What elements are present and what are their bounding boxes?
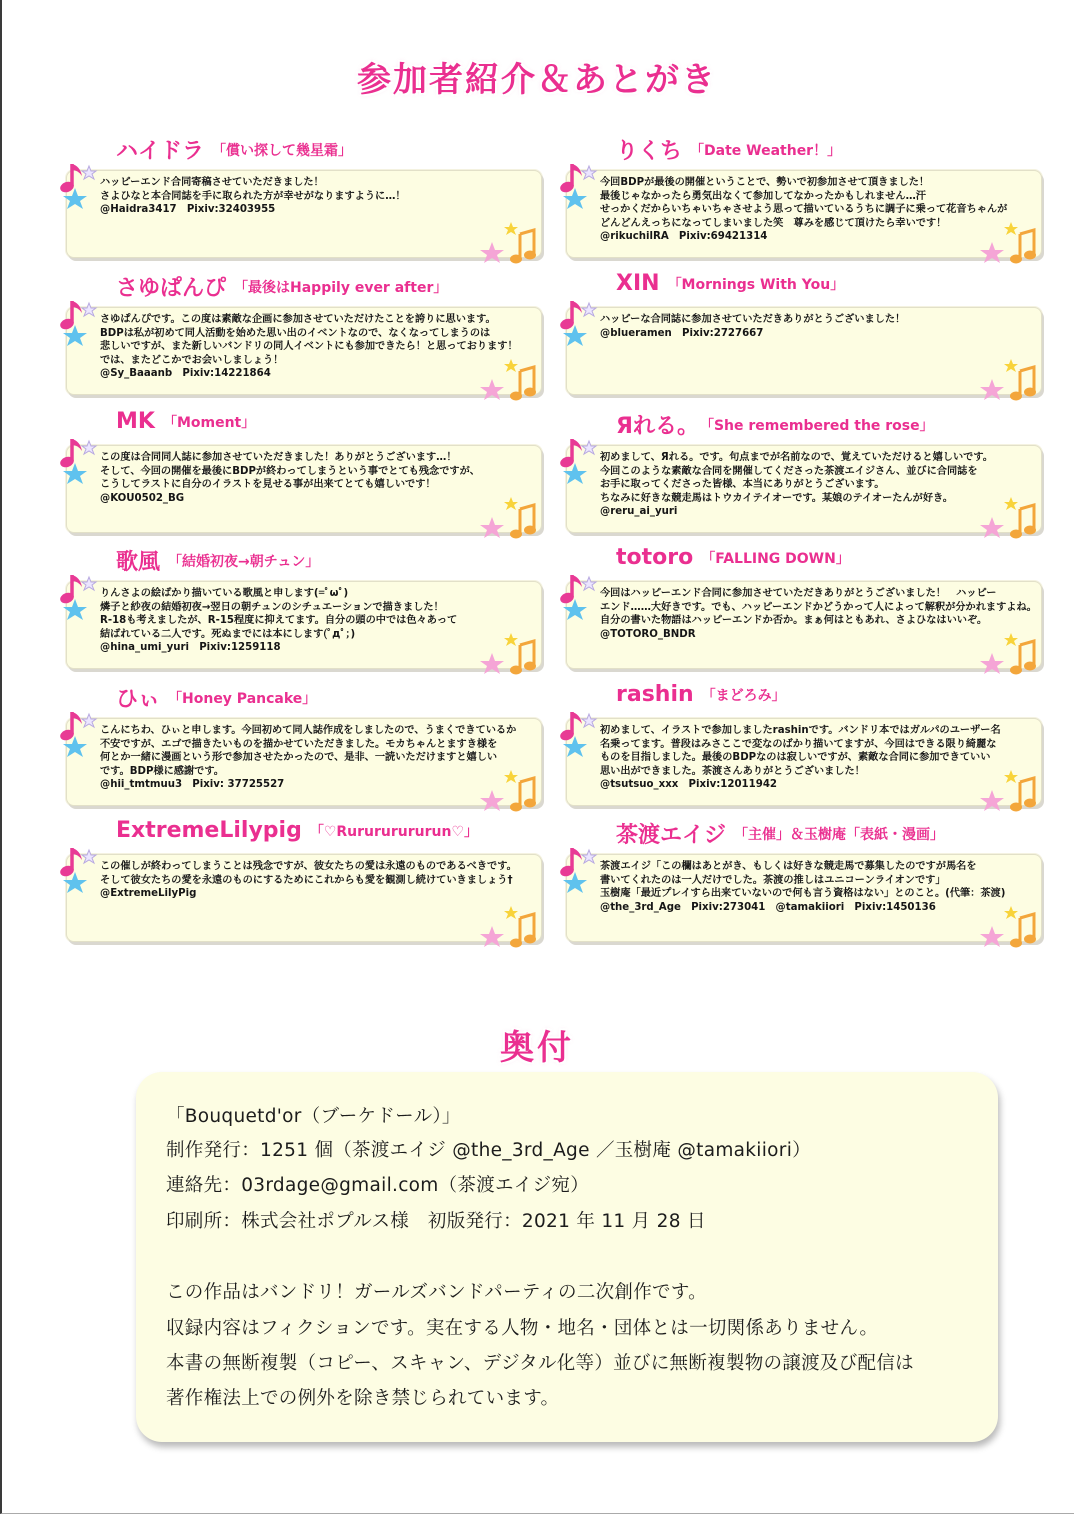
- colophon-line: 「Bouquetd'or（ブーケドール）」: [166, 1106, 461, 1127]
- participant-name: 茶渡エイジ 「主催」＆玉樹庵「表紙・漫画」: [616, 823, 945, 848]
- colophon-title: 奥付: [500, 1028, 574, 1068]
- page-title: 参加者紹介＆あとがき: [357, 60, 717, 100]
- participant-entry: [66, 545, 544, 675]
- participant-name: MK 「Moment」: [116, 409, 256, 434]
- participant-name: rashin 「まどろみ」: [616, 682, 786, 707]
- colophon-line: 収録内容はフィクションです。実在する人物・地名・団体とは一切関係ありません。: [166, 1318, 879, 1339]
- participant-message: この催しが終わってしまうことは残念ですが、彼女たちの愛は永遠のものであるべきです。 そして彼女たちの愛を永遠のものにするためにこれからも愛を観測し続けていきましょう† @ExtremeLilyPig: [100, 861, 517, 900]
- participant-entry: [66, 271, 544, 401]
- participant-entry: [66, 134, 544, 264]
- participant-entry: [566, 818, 1044, 948]
- participant-message: 初めまして、Яれる。です。句点までが名前なので、覚えていただけると嬉しいです。 今回このような素敵な合同を開催してくださった茶渡エイジさん、並びに合同誌を お手に取ってくださった皆様、本当にありがとうございます。 ちなみに好きな競走馬はトウカイテイオーです。某娘のテイオーたんが好き。 @reru_ai_yuri: [600, 452, 993, 518]
- colophon-line: 本書の無断複製（コピー、スキャン、デジタル化等）並びに無断複製物の譲渡及び配信は: [166, 1353, 914, 1374]
- colophon-line: 著作権法上での例外を除き禁じられています。: [166, 1388, 560, 1409]
- participant-message: 今回BDPが最後の開催ということで、勢いで初参加させて頂きました！ 最後じゃなかったら勇気出なくて参加してなかったかもしれません…汗 せっかくだからいちゃいちゃさせよう思って描いているうちに調子に乗って花音ちゃんが どんどんえっちになってしまいました笑 尊みを感じて頂けたら幸いです！ @rikuchilRA Pixiv:69421314: [600, 177, 1008, 243]
- participant-name: Яれる。 「She remembered the rose」: [616, 414, 934, 439]
- participant-message: この度は合同同人誌に参加させていただきました！ありがとうございます…！ そして、今回の開催を最後にBDPが終わってしまうという事でとても残念ですが、 こうしてラストに自分のイラストを見せる事が出来てとても嬉しいです！ @KOU0502_BG: [100, 452, 480, 504]
- participant-entry: [66, 409, 544, 539]
- colophon-line: 制作発行：1251 個（茶渡エイジ @the_3rd_Age ／玉樹庵 @tamakiiori）: [166, 1140, 811, 1161]
- participant-name: ハイドラ 「償い探して幾星霜」: [116, 139, 353, 164]
- participant-entry: [66, 682, 544, 812]
- participant-message: ハッピーエンド合同寄稿させていただきました！ さよひなと本合同誌を手に取られた方が幸せがなりますように…！ @Haidra3417 Pixiv:32403955: [100, 177, 406, 216]
- participant-message: 茶渡エイジ「この欄はあとがき、もしくは好きな競走馬で募集したのですが馬名を 書いてくれたのは一人だけでした。茶渡の推しはユニコーンライオンです」 玉樹庵「最近プレイすら出来ていないので何も言う資格はない」とのこと。(代筆：茶渡) @the_3rd_Age Pixiv:273041 @tamakiiori Pixiv:1450136: [600, 861, 1006, 913]
- participant-name: りくち 「Date Weather！」: [616, 139, 842, 164]
- participant-message: さゆぱんぴです。この度は素敵な企画に参加させていただけたことを誇りに思います。 BDPは私が初めて同人活動を始めた思い出のイベントなので、なくなってしまうのは 悲しいですが、また新しいバンドリの同人イベントにも参加できたら！と思っております！ では、またどこかでお会いしましょう！ @Sy_Baaanb Pixiv:14221864: [100, 314, 518, 380]
- participant-message: りんさよの絵ばかり描いている歌風と申します(=ﾟωﾟ) 燐子と紗夜の結婚初夜→翌日の朝チュンのシチュエーションで描きました！ R-18も考えましたが、R-15程度に抑えてます。自分の頭の中では色々あって 結ばれている二人です。死ぬまでには本にします(ﾟдﾟ；) @hina_umi_yuri Pixiv:1259118: [100, 588, 458, 654]
- participant-name: さゆぱんぴ 「最後はHappily ever after」: [116, 276, 448, 301]
- participant-name: ひぃ 「Honey Pancake」: [116, 687, 317, 712]
- participant-entry: [66, 818, 544, 948]
- participant-message: 今回はハッピーエンド合同に参加させていただきありがとうございました！ ハッピー エンド……大好きです。でも、ハッピーエンドかどうかって人によって解釈が分かれますよね。 自分の書いた物語はハッピーエンドか否か。まぁ何はともあれ、さよひなはいいぞ。 @TOTORO_BNDR: [600, 588, 1037, 640]
- colophon-line: 印刷所：株式会社ポプルス様 初版発行：2021 年 11 月 28 日: [166, 1211, 706, 1232]
- colophon-line: 連絡先：03rdage@gmail.com（茶渡エイジ宛）: [166, 1175, 589, 1196]
- participant-entry: [566, 682, 1044, 812]
- participant-message: ハッピーな合同誌に参加させていただきありがとうございました！ @blueramen Pixiv:2727667: [600, 314, 906, 339]
- colophon-box: [136, 1072, 998, 1442]
- participant-name: 歌風 「結婚初夜→朝チュン」: [116, 550, 320, 575]
- participant-name: XIN 「Mornings With You」: [616, 271, 845, 296]
- participant-entry: [566, 545, 1044, 675]
- participant-entry: [566, 134, 1044, 264]
- participant-entry: [566, 409, 1044, 539]
- participant-entry: [566, 271, 1044, 401]
- participant-name: ExtremeLilypig 「♡Rurururururun♡」: [116, 818, 479, 843]
- participant-message: 初めまして、イラストで参加しましたrashinです。バンドリ本ではガルパのユーザー名 名乗ってます。普段はみさここで変なのばかり描いてますが、今回はできる限り綺麗な ものを目指しました。最後のBDPなのは寂しいですが、素敵な合同に参加できていい 思い出ができました。茶渡さんありがとうございました！ @tsutsuo_xxx Pixiv:12011942: [600, 725, 1001, 791]
- participant-name: totoro 「FALLING DOWN」: [616, 545, 850, 570]
- participant-message: こんにちわ、ひぃと申します。今回初めて同人誌作成をしましたので、うまくできているか 不安ですが、エゴで描きたいものを描かせていただきました。モカちゃんとますき様を 何とか一緒に漫画という形で参加させたかったので、是非、一読いただけますと嬉しい です。BDP様に感謝です。 @hii_tmtmuu3 Pixiv: 37725527: [100, 725, 517, 791]
- colophon-line: この作品はバンドリ！ガールズバンドパーティの二次創作です。: [166, 1282, 707, 1303]
